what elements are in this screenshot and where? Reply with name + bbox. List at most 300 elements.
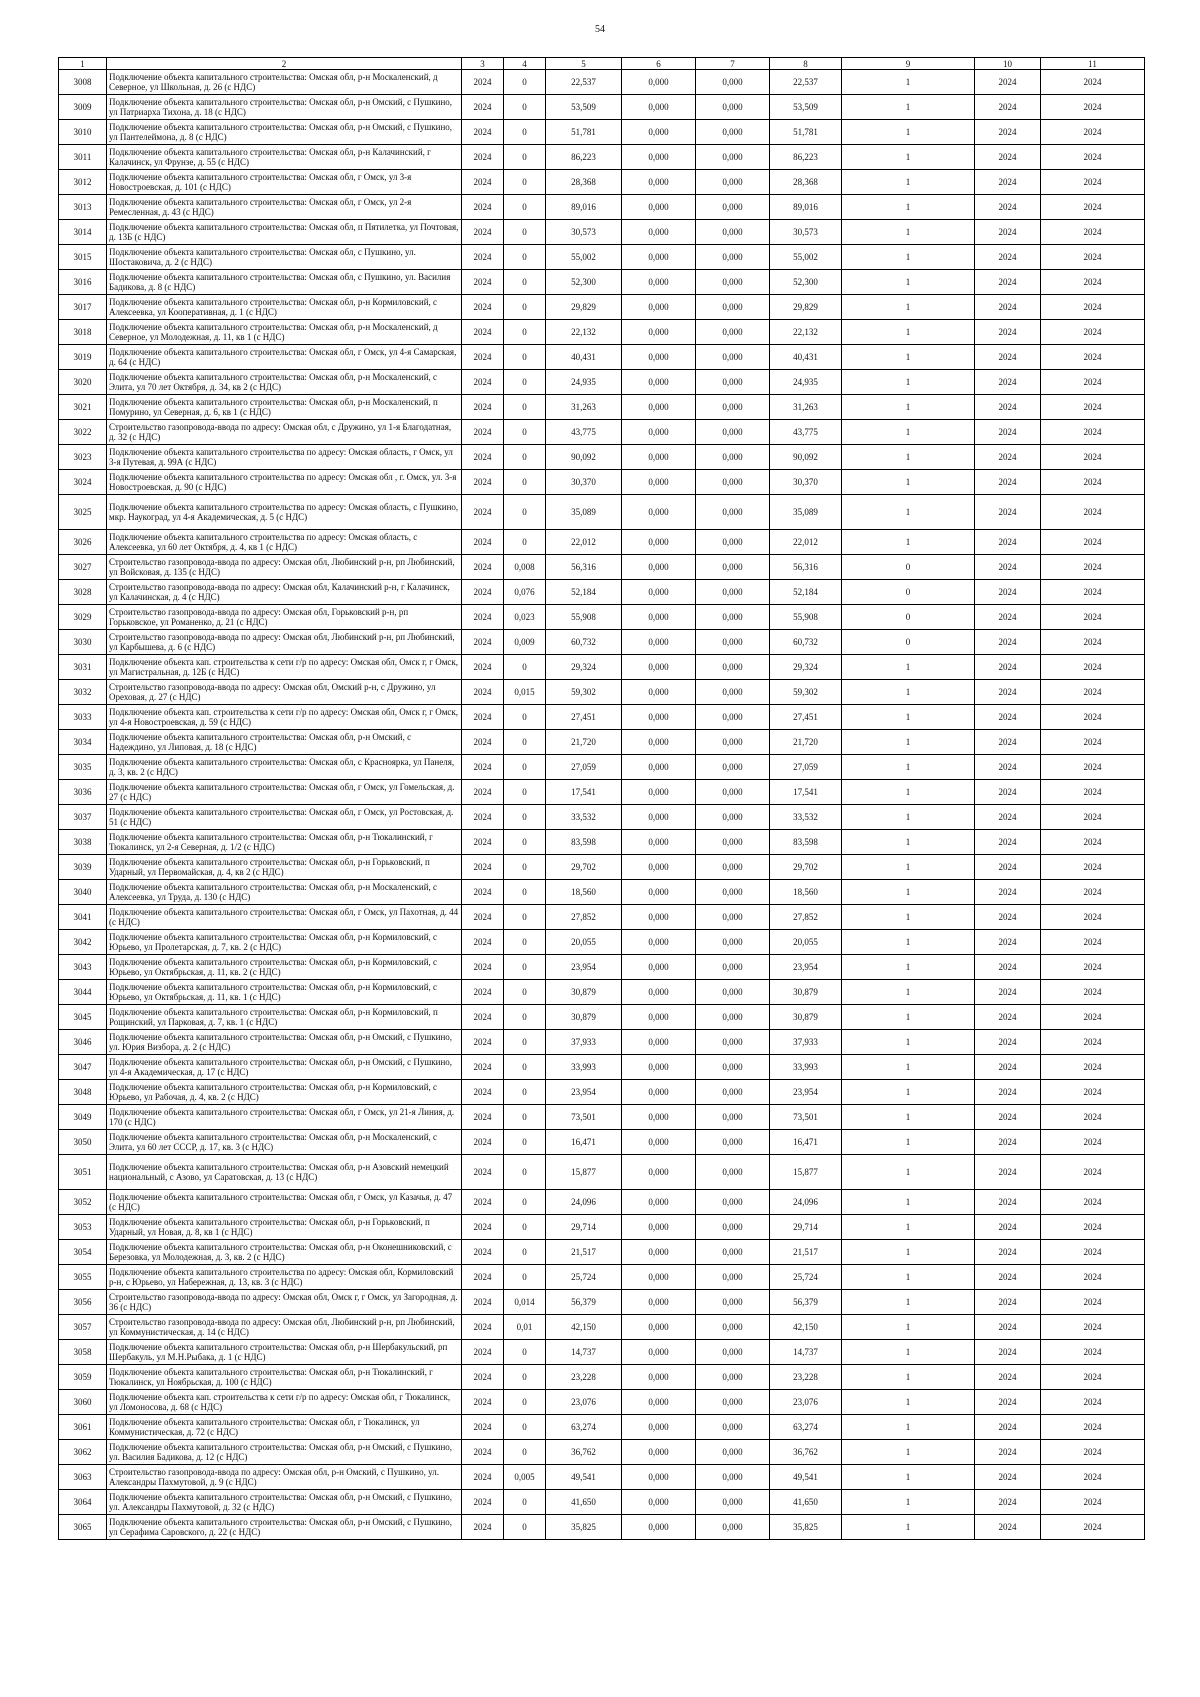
work-description: Подключение объекта капитального строительства: Омская обл, г Омск, ул Казачья, д. 47 (с НДС): [107, 1190, 462, 1215]
value-col8: 89,016: [770, 195, 842, 220]
year-col11: 2024: [1041, 730, 1145, 755]
value-col6: 0,000: [622, 1265, 696, 1290]
work-description: Подключение объекта кап. строительства к сети г/р по адресу: Омская обл, Омск г, г Омск, ул 4-я Новостроевская, д. 59 (с НДС): [107, 705, 462, 730]
value-col8: 23,076: [770, 1390, 842, 1415]
row-number: 3015: [59, 245, 107, 270]
table-row: [59, 1265, 1145, 1290]
year-col11: 2024: [1041, 930, 1145, 955]
value-col7: 0,000: [696, 195, 770, 220]
value-col9: 1: [842, 70, 975, 95]
year-col10: 2024: [975, 120, 1041, 145]
value-col7: 0,000: [696, 1240, 770, 1265]
table-row: [59, 370, 1145, 395]
value-col4: 0: [504, 1240, 546, 1265]
value-col6: 0,000: [622, 705, 696, 730]
value-col5: 63,274: [546, 1415, 622, 1440]
year-col10: 2024: [975, 445, 1041, 470]
row-number: 3040: [59, 880, 107, 905]
year-col10: 2024: [975, 245, 1041, 270]
value-col4: 0: [504, 1190, 546, 1215]
year-col10: 2024: [975, 1340, 1041, 1365]
value-col9: 1: [842, 1315, 975, 1340]
value-col8: 29,714: [770, 1215, 842, 1240]
value-col5: 33,993: [546, 1055, 622, 1080]
value-col4: 0: [504, 270, 546, 295]
value-col9: 1: [842, 1240, 975, 1265]
year-col10: 2024: [975, 1105, 1041, 1130]
work-description: Подключение объекта капитального строительства: Омская обл, г Омск, ул 2-я Ремесленная, д. 43 (с НДС): [107, 195, 462, 220]
value-col5: 16,471: [546, 1130, 622, 1155]
value-col5: 35,825: [546, 1515, 622, 1540]
value-col5: 30,879: [546, 980, 622, 1005]
year-col11: 2024: [1041, 680, 1145, 705]
work-description: Подключение объекта кап. строительства к сети г/р по адресу: Омская обл, Омск г, г Омск, ул Магистральная, д. 12Б (с НДС): [107, 655, 462, 680]
table-row: [59, 245, 1145, 270]
value-col5: 31,263: [546, 395, 622, 420]
value-col4: 0: [504, 530, 546, 555]
value-col8: 14,737: [770, 1340, 842, 1365]
value-col8: 33,993: [770, 1055, 842, 1080]
work-description: Подключение объекта капитального строительства: Омская обл, р-н Кормиловский, с Юрьево, ул Октябрьская, д. 11, кв. 2 (с НДС): [107, 955, 462, 980]
year-col11: 2024: [1041, 170, 1145, 195]
year-col3: 2024: [462, 395, 504, 420]
value-col5: 36,762: [546, 1440, 622, 1465]
table-row: [59, 730, 1145, 755]
work-description: Подключение объекта капитального строительства: Омская обл, г Тюкалинск, ул Коммунистическая, д. 72 (с НДС): [107, 1415, 462, 1440]
value-col9: 1: [842, 705, 975, 730]
value-col4: 0: [504, 1215, 546, 1240]
work-description: Строительство газопровода-ввода по адресу: Омская обл, Калачинский р-н, г Калачинск, ул Калачинская, д. 4 (с НДС): [107, 580, 462, 605]
value-col6: 0,000: [622, 905, 696, 930]
value-col5: 14,737: [546, 1340, 622, 1365]
work-description: Строительство газопровода-ввода по адресу: Омская обл, Любинский р-н, рп Любинский, ул Карбышева, д. 6 (с НДС): [107, 630, 462, 655]
year-col11: 2024: [1041, 780, 1145, 805]
year-col11: 2024: [1041, 980, 1145, 1005]
value-col6: 0,000: [622, 70, 696, 95]
year-col3: 2024: [462, 530, 504, 555]
value-col6: 0,000: [622, 555, 696, 580]
value-col5: 30,370: [546, 470, 622, 495]
value-col8: 49,541: [770, 1465, 842, 1490]
work-description: Подключение объекта капитального строительства по адресу: Омская обл , г. Омск, ул. 3-я Новостроевская, д. 90 (с НДС): [107, 470, 462, 495]
table-row: [59, 905, 1145, 930]
value-col6: 0,000: [622, 220, 696, 245]
value-col4: 0: [504, 1490, 546, 1515]
value-col4: 0: [504, 1515, 546, 1540]
value-col4: 0: [504, 195, 546, 220]
row-number: 3019: [59, 345, 107, 370]
value-col6: 0,000: [622, 1340, 696, 1365]
value-col7: 0,000: [696, 1005, 770, 1030]
work-description: Подключение объекта капитального строительства: Омская обл, р-н Тюкалинский, г Тюкалинск, ул Ноябрьская, д. 100 (с НДС): [107, 1365, 462, 1390]
work-description: Подключение объекта капитального строительства: Омская обл, р-н Горьковский, п Ударный, ул Новая, д. 8, кв 1 (с НДС): [107, 1215, 462, 1240]
value-col5: 42,150: [546, 1315, 622, 1340]
value-col8: 90,092: [770, 445, 842, 470]
work-description: Подключение объекта капитального строительства: Омская обл, г Омск, ул Гомельская, д. 27 (с НДС): [107, 780, 462, 805]
value-col9: 1: [842, 680, 975, 705]
table-row: [59, 880, 1145, 905]
table-row: [59, 395, 1145, 420]
year-col10: 2024: [975, 1130, 1041, 1155]
table-row: [59, 1080, 1145, 1105]
value-col9: 1: [842, 145, 975, 170]
value-col7: 0,000: [696, 655, 770, 680]
value-col7: 0,000: [696, 145, 770, 170]
year-col3: 2024: [462, 145, 504, 170]
value-col4: 0: [504, 780, 546, 805]
row-number: 3029: [59, 605, 107, 630]
value-col9: 1: [842, 905, 975, 930]
value-col5: 41,650: [546, 1490, 622, 1515]
value-col4: 0: [504, 1390, 546, 1415]
value-col7: 0,000: [696, 320, 770, 345]
value-col6: 0,000: [622, 120, 696, 145]
value-col4: 0: [504, 495, 546, 530]
row-number: 3064: [59, 1490, 107, 1515]
value-col9: 1: [842, 530, 975, 555]
year-col3: 2024: [462, 1240, 504, 1265]
year-col11: 2024: [1041, 1240, 1145, 1265]
value-col8: 27,852: [770, 905, 842, 930]
year-col10: 2024: [975, 195, 1041, 220]
value-col6: 0,000: [622, 830, 696, 855]
value-col6: 0,000: [622, 1315, 696, 1340]
value-col9: 1: [842, 730, 975, 755]
value-col8: 18,560: [770, 880, 842, 905]
year-col10: 2024: [975, 495, 1041, 530]
year-col11: 2024: [1041, 1315, 1145, 1340]
year-col3: 2024: [462, 605, 504, 630]
value-col8: 30,370: [770, 470, 842, 495]
value-col4: 0: [504, 880, 546, 905]
table-row: [59, 320, 1145, 345]
value-col4: 0: [504, 1155, 546, 1190]
row-number: 3063: [59, 1465, 107, 1490]
work-description: Подключение объекта капитального строительства: Омская обл, с Красноярка, ул Панеля, д. 3, кв. 2 (с НДС): [107, 755, 462, 780]
table-row: [59, 1365, 1145, 1390]
work-description: Подключение объекта капитального строительства по адресу: Омская область, г Омск, ул 3-я Путевая, д. 99А (с НДС): [107, 445, 462, 470]
year-col10: 2024: [975, 420, 1041, 445]
value-col8: 43,775: [770, 420, 842, 445]
year-col3: 2024: [462, 1290, 504, 1315]
value-col4: 0: [504, 1005, 546, 1030]
row-number: 3050: [59, 1130, 107, 1155]
row-number: 3042: [59, 930, 107, 955]
value-col6: 0,000: [622, 420, 696, 445]
row-number: 3016: [59, 270, 107, 295]
year-col11: 2024: [1041, 1155, 1145, 1190]
value-col4: 0: [504, 370, 546, 395]
value-col6: 0,000: [622, 320, 696, 345]
value-col7: 0,000: [696, 605, 770, 630]
value-col7: 0,000: [696, 1080, 770, 1105]
value-col7: 0,000: [696, 370, 770, 395]
row-number: 3038: [59, 830, 107, 855]
value-col5: 22,537: [546, 70, 622, 95]
value-col5: 27,059: [546, 755, 622, 780]
work-description: Подключение объекта капитального строительства: Омская обл, р-н Омский, с Надеждино, ул Липовая, д. 18 (с НДС): [107, 730, 462, 755]
year-col10: 2024: [975, 1315, 1041, 1340]
value-col6: 0,000: [622, 1005, 696, 1030]
year-col3: 2024: [462, 705, 504, 730]
table-row: [59, 980, 1145, 1005]
value-col6: 0,000: [622, 1215, 696, 1240]
value-col5: 23,954: [546, 1080, 622, 1105]
value-col7: 0,000: [696, 630, 770, 655]
year-col10: 2024: [975, 470, 1041, 495]
value-col7: 0,000: [696, 1215, 770, 1240]
year-col11: 2024: [1041, 605, 1145, 630]
year-col11: 2024: [1041, 145, 1145, 170]
work-description: Подключение объекта капитального строительства: Омская обл, р-н Омский, с Пушкино, ул Серафима Саровского, д. 22 (с НДС): [107, 1515, 462, 1540]
row-number: 3025: [59, 495, 107, 530]
year-col3: 2024: [462, 1415, 504, 1440]
year-col3: 2024: [462, 270, 504, 295]
value-col4: 0: [504, 905, 546, 930]
work-description: Подключение объекта капитального строительства: Омская обл, р-н Кормиловский, с Юрьево, ул Октябрьская, д. 11, кв. 1 (с НДС): [107, 980, 462, 1005]
value-col9: 0: [842, 630, 975, 655]
value-col8: 35,825: [770, 1515, 842, 1540]
work-description: Подключение объекта капитального строительства: Омская обл, р-н Кормиловский, с Юрьево, ул Пролетарская, д. 7, кв. 2 (с НДС): [107, 930, 462, 955]
work-description: Подключение объекта капитального строительства: Омская обл, р-н Москаленский, с Элита, ул 70 лет Октября, д. 34, кв 2 (с НДС): [107, 370, 462, 395]
row-number: 3046: [59, 1030, 107, 1055]
value-col6: 0,000: [622, 370, 696, 395]
value-col4: 0: [504, 655, 546, 680]
row-number: 3043: [59, 955, 107, 980]
year-col10: 2024: [975, 555, 1041, 580]
year-col10: 2024: [975, 1190, 1041, 1215]
year-col11: 2024: [1041, 855, 1145, 880]
value-col4: 0,023: [504, 605, 546, 630]
table-row: [59, 1055, 1145, 1080]
value-col7: 0,000: [696, 555, 770, 580]
row-number: 3045: [59, 1005, 107, 1030]
year-col11: 2024: [1041, 1440, 1145, 1465]
row-number: 3047: [59, 1055, 107, 1080]
value-col4: 0,009: [504, 630, 546, 655]
year-col3: 2024: [462, 580, 504, 605]
value-col5: 20,055: [546, 930, 622, 955]
work-description: Подключение объекта капитального строительства: Омская обл, р-н Москаленский, д Северное, ул Школьная, д. 26 (с НДС): [107, 70, 462, 95]
value-col5: 23,228: [546, 1365, 622, 1390]
value-col6: 0,000: [622, 1415, 696, 1440]
value-col4: 0: [504, 705, 546, 730]
table-row: [59, 1130, 1145, 1155]
column-header: 1: [59, 58, 107, 70]
table-row: [59, 530, 1145, 555]
value-col5: 17,541: [546, 780, 622, 805]
year-col10: 2024: [975, 880, 1041, 905]
year-col11: 2024: [1041, 1080, 1145, 1105]
year-col10: 2024: [975, 1415, 1041, 1440]
value-col7: 0,000: [696, 930, 770, 955]
year-col10: 2024: [975, 1290, 1041, 1315]
row-number: 3011: [59, 145, 107, 170]
value-col8: 15,877: [770, 1155, 842, 1190]
work-description: Подключение объекта кап. строительства к сети г/р по адресу: Омская обл, г Тюкалинск, ул Ломоносова, д. 68 (с НДС): [107, 1390, 462, 1415]
value-col6: 0,000: [622, 195, 696, 220]
table-row: [59, 420, 1145, 445]
value-col6: 0,000: [622, 270, 696, 295]
row-number: 3032: [59, 680, 107, 705]
value-col9: 1: [842, 470, 975, 495]
value-col8: 28,368: [770, 170, 842, 195]
value-col7: 0,000: [696, 805, 770, 830]
row-number: 3039: [59, 855, 107, 880]
value-col8: 30,879: [770, 1005, 842, 1030]
value-col4: 0: [504, 1055, 546, 1080]
table-row: [59, 1290, 1145, 1315]
value-col8: 33,532: [770, 805, 842, 830]
value-col8: 51,781: [770, 120, 842, 145]
row-number: 3013: [59, 195, 107, 220]
year-col11: 2024: [1041, 1190, 1145, 1215]
value-col5: 55,002: [546, 245, 622, 270]
work-description: Подключение объекта капитального строительства: Омская обл, с Пушкино, ул. Шостаковича, д. 2 (с НДС): [107, 245, 462, 270]
value-col6: 0,000: [622, 1290, 696, 1315]
value-col9: 1: [842, 295, 975, 320]
year-col10: 2024: [975, 530, 1041, 555]
value-col7: 0,000: [696, 120, 770, 145]
value-col6: 0,000: [622, 1130, 696, 1155]
year-col3: 2024: [462, 1515, 504, 1540]
year-col3: 2024: [462, 805, 504, 830]
value-col9: 1: [842, 345, 975, 370]
work-description: Подключение объекта капитального строительства: Омская обл, р-н Омский, с Пушкино, ул Патриарха Тихона, д. 18 (с НДС): [107, 95, 462, 120]
row-number: 3031: [59, 655, 107, 680]
year-col11: 2024: [1041, 1490, 1145, 1515]
row-number: 3065: [59, 1515, 107, 1540]
value-col7: 0,000: [696, 730, 770, 755]
value-col7: 0,000: [696, 1130, 770, 1155]
value-col6: 0,000: [622, 1105, 696, 1130]
work-description: Подключение объекта капитального строительства: Омская обл, р-н Кормиловский, с Алексеевка, ул Кооперативная, д. 1 (с НДС): [107, 295, 462, 320]
value-col6: 0,000: [622, 655, 696, 680]
value-col6: 0,000: [622, 1365, 696, 1390]
year-col11: 2024: [1041, 1390, 1145, 1415]
value-col9: 1: [842, 880, 975, 905]
year-col3: 2024: [462, 930, 504, 955]
column-header: 2: [107, 58, 462, 70]
table-row: [59, 145, 1145, 170]
value-col8: 56,379: [770, 1290, 842, 1315]
year-col11: 2024: [1041, 1055, 1145, 1080]
row-number: 3044: [59, 980, 107, 1005]
table-body: [59, 70, 1145, 1540]
value-col8: 27,059: [770, 755, 842, 780]
year-col3: 2024: [462, 630, 504, 655]
year-col10: 2024: [975, 270, 1041, 295]
value-col9: 0: [842, 555, 975, 580]
value-col8: 42,150: [770, 1315, 842, 1340]
work-description: Подключение объекта капитального строительства: Омская обл, р-н Москаленский, с Элита, ул 60 лет СССР, д. 17, кв. 3 (с НДС): [107, 1130, 462, 1155]
column-header: 5: [546, 58, 622, 70]
value-col7: 0,000: [696, 170, 770, 195]
value-col8: 25,724: [770, 1265, 842, 1290]
row-number: 3057: [59, 1315, 107, 1340]
value-col5: 24,935: [546, 370, 622, 395]
value-col4: 0: [504, 95, 546, 120]
year-col10: 2024: [975, 395, 1041, 420]
year-col3: 2024: [462, 855, 504, 880]
value-col5: 23,076: [546, 1390, 622, 1415]
value-col4: 0: [504, 855, 546, 880]
value-col6: 0,000: [622, 530, 696, 555]
year-col10: 2024: [975, 1465, 1041, 1490]
value-col7: 0,000: [696, 420, 770, 445]
value-col7: 0,000: [696, 295, 770, 320]
year-col10: 2024: [975, 630, 1041, 655]
year-col10: 2024: [975, 1080, 1041, 1105]
value-col6: 0,000: [622, 295, 696, 320]
value-col7: 0,000: [696, 705, 770, 730]
value-col5: 52,184: [546, 580, 622, 605]
year-col11: 2024: [1041, 1030, 1145, 1055]
table-row: [59, 220, 1145, 245]
value-col6: 0,000: [622, 605, 696, 630]
table-row: [59, 470, 1145, 495]
value-col7: 0,000: [696, 1030, 770, 1055]
year-col3: 2024: [462, 420, 504, 445]
value-col4: 0: [504, 1415, 546, 1440]
work-description: Подключение объекта капитального строительства: Омская обл, р-н Шербакульский, рп Шербакуль, ул М.Н.Рыбака, д. 1 (с НДС): [107, 1340, 462, 1365]
row-number: 3037: [59, 805, 107, 830]
value-col6: 0,000: [622, 1440, 696, 1465]
value-col9: 1: [842, 420, 975, 445]
value-col7: 0,000: [696, 1265, 770, 1290]
value-col5: 73,501: [546, 1105, 622, 1130]
table-row: [59, 930, 1145, 955]
year-col3: 2024: [462, 445, 504, 470]
value-col8: 73,501: [770, 1105, 842, 1130]
work-description: Подключение объекта капитального строительства: Омская обл, р-н Тюкалинский, г Тюкалинск, ул 2-я Северная, д. 1/2 (с НДС): [107, 830, 462, 855]
value-col6: 0,000: [622, 1055, 696, 1080]
value-col6: 0,000: [622, 930, 696, 955]
year-col10: 2024: [975, 755, 1041, 780]
value-col4: 0,076: [504, 580, 546, 605]
value-col7: 0,000: [696, 1465, 770, 1490]
table-row: [59, 1215, 1145, 1240]
row-number: 3024: [59, 470, 107, 495]
value-col9: 1: [842, 495, 975, 530]
year-col10: 2024: [975, 580, 1041, 605]
value-col5: 53,509: [546, 95, 622, 120]
value-col4: 0: [504, 470, 546, 495]
value-col9: 1: [842, 1005, 975, 1030]
value-col6: 0,000: [622, 855, 696, 880]
year-col11: 2024: [1041, 1465, 1145, 1490]
value-col8: 23,954: [770, 1080, 842, 1105]
value-col4: 0: [504, 930, 546, 955]
work-description: Подключение объекта капитального строительства: Омская обл, г Омск, ул Пахотная, д. 44 (с НДС): [107, 905, 462, 930]
value-col8: 56,316: [770, 555, 842, 580]
year-col11: 2024: [1041, 1340, 1145, 1365]
year-col11: 2024: [1041, 1005, 1145, 1030]
value-col9: 1: [842, 1215, 975, 1240]
year-col3: 2024: [462, 1055, 504, 1080]
value-col6: 0,000: [622, 1080, 696, 1105]
value-col9: 1: [842, 170, 975, 195]
value-col4: 0: [504, 1130, 546, 1155]
table-row: [59, 855, 1145, 880]
value-col4: 0,008: [504, 555, 546, 580]
value-col8: 23,954: [770, 955, 842, 980]
year-col11: 2024: [1041, 555, 1145, 580]
value-col9: 1: [842, 980, 975, 1005]
row-number: 3036: [59, 780, 107, 805]
row-number: 3059: [59, 1365, 107, 1390]
year-col11: 2024: [1041, 445, 1145, 470]
